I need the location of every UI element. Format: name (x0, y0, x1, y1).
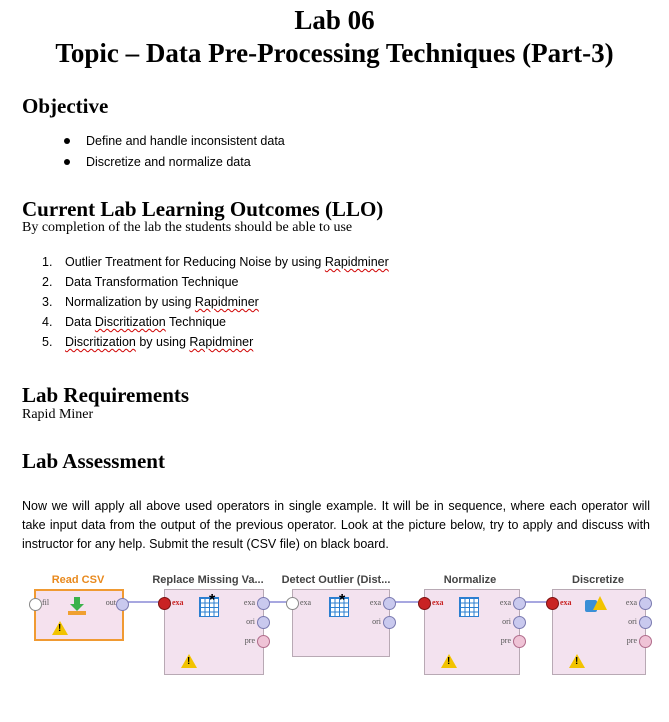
asterisk-icon: * (339, 592, 346, 609)
llo-item-misspelled-word: Discritization (65, 335, 136, 349)
llo-item-text: by using (135, 335, 190, 349)
operator-title: Read CSV (51, 574, 105, 586)
output-port[interactable] (639, 635, 652, 648)
port-label: ori (628, 617, 637, 626)
llo-item-misspelled-word: Discritization (94, 315, 166, 329)
port-label: exa (560, 598, 572, 607)
objective-bullet: Discretize and normalize data (64, 154, 285, 175)
llo-item-number: 3. (42, 295, 53, 309)
input-port[interactable] (418, 597, 431, 610)
requirements-text: Rapid Miner (22, 407, 94, 422)
llo-item-text: Data (65, 315, 95, 329)
warning-icon (181, 654, 197, 668)
llo-heading: Current Lab Learning Outcomes (LLO) (22, 197, 384, 221)
llo-item-number: 4. (42, 315, 53, 329)
llo-item-number: 5. (42, 335, 53, 349)
operator-replace-missing[interactable] (164, 589, 264, 675)
discretize-icon (585, 596, 605, 614)
llo-item-number: 1. (42, 255, 53, 269)
objective-bullet: Define and handle inconsistent data (64, 133, 285, 154)
output-port[interactable] (383, 597, 396, 610)
asterisk-icon: * (209, 592, 216, 609)
input-port[interactable] (158, 597, 171, 610)
llo-item-text: Technique (165, 315, 226, 329)
port-label: exa (499, 598, 511, 607)
llo-item-text: Normalization by using (65, 295, 195, 309)
download-icon (69, 597, 85, 613)
output-port[interactable] (257, 597, 270, 610)
output-port[interactable] (639, 616, 652, 629)
output-port[interactable] (639, 597, 652, 610)
output-port[interactable] (513, 635, 526, 648)
port-label: ori (502, 617, 511, 626)
port-label: exa (172, 598, 184, 607)
llo-item-misspelled-word: Rapidminer (324, 255, 389, 269)
operator-discretize[interactable] (552, 589, 646, 675)
port-label: ori (372, 617, 381, 626)
warning-icon (569, 654, 585, 668)
operator-title: Normalize (443, 574, 497, 586)
warning-icon (441, 654, 457, 668)
output-port[interactable] (257, 616, 270, 629)
assessment-heading: Lab Assessment (22, 449, 165, 473)
topic-title: Topic – Data Pre-Processing Techniques (Part-3) (55, 38, 614, 68)
output-port[interactable] (116, 598, 129, 611)
output-port[interactable] (257, 635, 270, 648)
port-label: exa (432, 598, 444, 607)
lab-title: Lab 06 (294, 5, 375, 35)
port-label: ori (246, 617, 255, 626)
port-label: pre (244, 636, 255, 645)
operator-read-csv[interactable] (34, 589, 124, 641)
output-port[interactable] (513, 597, 526, 610)
table-icon (459, 597, 479, 617)
operator-title: Detect Outlier (Dist... (281, 574, 391, 586)
operator-normalize[interactable] (424, 589, 520, 675)
llo-item-text: Outlier Treatment for Reducing Noise by using (65, 255, 325, 269)
requirements-heading: Lab Requirements (22, 383, 190, 407)
llo-item-misspelled-word: Rapidminer (189, 335, 254, 349)
llo-item-number: 2. (42, 275, 53, 289)
output-port[interactable] (513, 616, 526, 629)
input-port[interactable] (546, 597, 559, 610)
llo-item-misspelled-word: Rapidminer (194, 295, 259, 309)
objective-heading: Objective (22, 94, 109, 118)
port-label: exa (300, 598, 312, 607)
port-label: exa (369, 598, 381, 607)
port-label: pre (626, 636, 637, 645)
port-label: fil (42, 598, 50, 607)
port-label: exa (625, 598, 637, 607)
operator-title: Replace Missing Va... (152, 574, 264, 586)
port-label: pre (500, 636, 511, 645)
input-port[interactable] (29, 598, 42, 611)
input-port[interactable] (286, 597, 299, 610)
operator-title: Discretize (572, 574, 624, 586)
assessment-paragraph: Now we will apply all above used operators in single example. It will be in sequence, where each operator will take input data from the output of the previous operator. Look at the picture below, try to apply and discuss with instructor for any help. Submit the result (CSV file) on black board. (22, 499, 650, 551)
llo-item-text: Data Transformation Technique (65, 275, 239, 289)
port-label: out (105, 598, 116, 607)
operator-detect-outlier[interactable] (292, 589, 390, 657)
port-label: exa (243, 598, 255, 607)
warning-icon (52, 621, 68, 635)
llo-intro: By completion of the lab the students should be able to use (22, 220, 353, 235)
output-port[interactable] (383, 616, 396, 629)
